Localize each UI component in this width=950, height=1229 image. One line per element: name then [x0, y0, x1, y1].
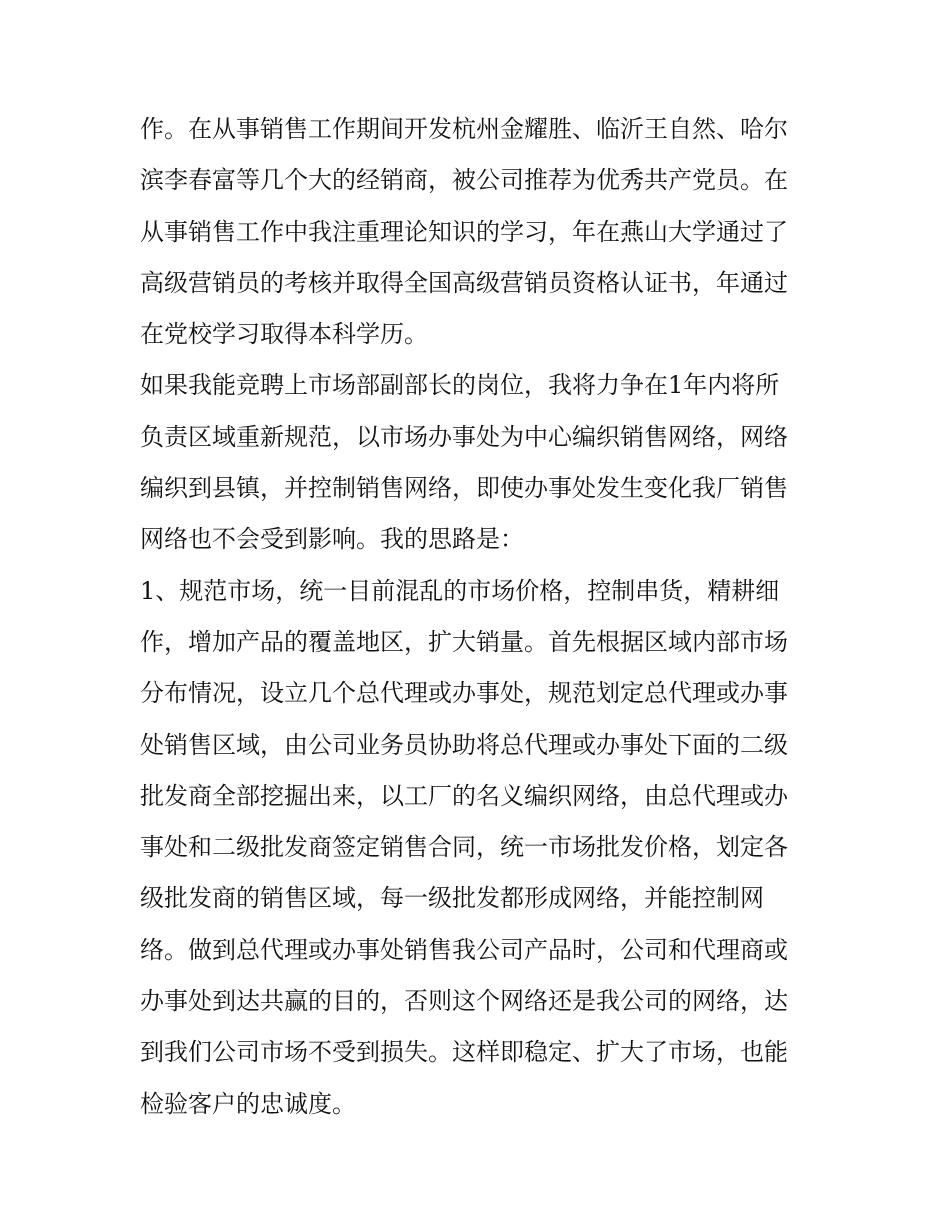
text-line: 1、规范市场，统一目前混乱的市场价格，控制串货，精耕细: [140, 576, 780, 605]
text-line: 络。做到总代理或办事处销售我公司产品时，公司和代理商或: [140, 935, 788, 964]
body-text: [140, 104, 820, 1130]
text-line: 事处和二级批发商签定销售合同，统一市场批发价格，划定各: [140, 833, 788, 862]
text-line: 作。在从事销售工作期间开发杭州金耀胜、临沂王自然、哈尔: [140, 115, 788, 143]
text-line: 在党校学习取得本科学历。: [140, 320, 428, 349]
text-line: 网络也不会受到影响。我的思路是：: [140, 525, 524, 554]
text-line: 检验客户的忠诚度。: [140, 1089, 356, 1118]
text-line: 负责区域重新规范，以市场办事处为中心编织销售网络，网络: [140, 422, 788, 451]
text-line: 批发商全部挖掘出来，以工厂的名义编织网络，由总代理或办: [140, 781, 788, 810]
text-line: 编织到县镇，并控制销售网络，即使办事处发生变化我厂销售: [140, 474, 788, 503]
text-line: 从事销售工作中我注重理论知识的学习，年在燕山大学通过了: [140, 217, 788, 246]
text-line: 滨李春富等几个大的经销商，被公司推荐为优秀共产党员。在: [140, 166, 788, 195]
text-line: 分布情况，设立几个总代理或办事处，规范划定总代理或办事: [140, 679, 788, 708]
text-line: 高级营销员的考核并取得全国高级营销员资格认证书，年通过: [140, 268, 788, 297]
text-line: 办事处到达共赢的目的，否则这个网络还是我公司的网络，达: [140, 987, 788, 1016]
text-line: 如果我能竞聘上市场部副部长的岗位，我将力争在1年内将所: [140, 371, 780, 400]
text-line: 级批发商的销售区域，每一级批发都形成网络，并能控制网: [140, 884, 764, 913]
text-line: 作，增加产品的覆盖地区，扩大销量。首先根据区域内部市场: [140, 627, 788, 656]
text-line: 处销售区域，由公司业务员协助将总代理或办事处下面的二级: [140, 730, 788, 759]
text-line: 到我们公司市场不受到损失。这样即稳定、扩大了市场，也能: [140, 1038, 788, 1067]
